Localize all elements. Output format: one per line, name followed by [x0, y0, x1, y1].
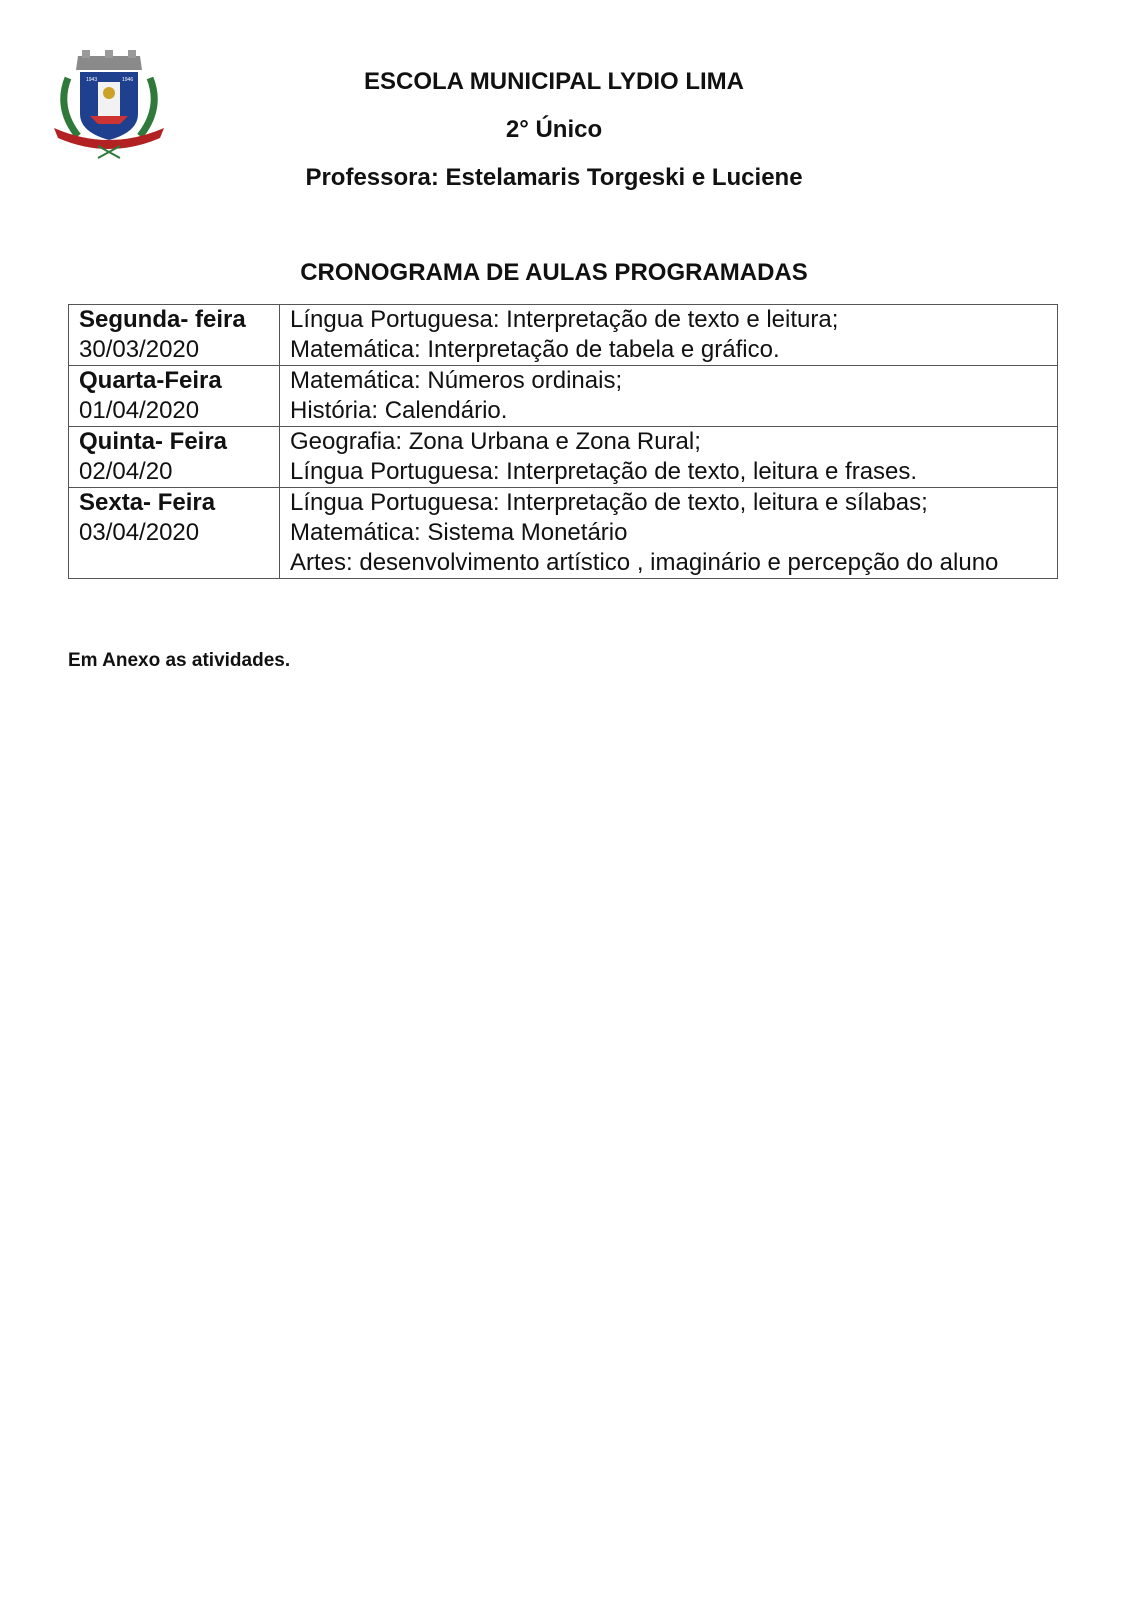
- table-row: [69, 305, 1058, 366]
- day-cell: [69, 488, 280, 579]
- table-row: [69, 488, 1058, 579]
- day-date: 03/04/2020: [79, 519, 200, 546]
- svg-text:1943: 1943: [86, 77, 98, 83]
- attachment-note: Em Anexo as atividades.: [68, 650, 291, 671]
- day-name: Quinta- Feira: [79, 428, 228, 455]
- subject-line: Matemática: Números ordinais;: [290, 367, 623, 394]
- subject-line: História: Calendário.: [290, 397, 508, 424]
- day-date: 02/04/20: [79, 458, 173, 485]
- day-name: Sexta- Feira: [79, 489, 216, 516]
- subject-line: Geografia: Zona Urbana e Zona Rural;: [290, 428, 701, 455]
- subject-line: Matemática: Interpretação de tabela e gráfico.: [290, 336, 780, 363]
- day-date: 01/04/2020: [79, 397, 200, 424]
- school-name: ESCOLA MUNICIPAL LYDIO LIMA: [363, 68, 745, 95]
- subjects-cell: [280, 305, 1058, 366]
- class-name: 2° Único: [505, 116, 603, 143]
- subjects-cell: [280, 366, 1058, 427]
- teacher-names: Professora: Estelamaris Torgeski e Luciene: [305, 164, 803, 191]
- day-name: Segunda- feira: [79, 306, 246, 333]
- table-row: [69, 366, 1058, 427]
- day-cell: [69, 427, 280, 488]
- day-date: 30/03/2020: [79, 336, 200, 363]
- schedule-table: [68, 304, 1058, 579]
- subjects-cell: [280, 427, 1058, 488]
- day-name: Quarta-Feira: [79, 367, 222, 394]
- table-row: [69, 427, 1058, 488]
- subjects-cell: [280, 488, 1058, 579]
- municipal-coat-of-arms-logo: [50, 48, 168, 160]
- subject-line: Artes: desenvolvimento artístico , imaginário e percepção do aluno: [290, 549, 999, 576]
- document-title: CRONOGRAMA DE AULAS PROGRAMADAS: [300, 259, 808, 286]
- subject-line: Língua Portuguesa: Interpretação de texto e leitura;: [290, 306, 839, 333]
- subject-line: Matemática: Sistema Monetário: [290, 519, 628, 546]
- subject-line: Língua Portuguesa: Interpretação de texto, leitura e sílabas;: [290, 489, 928, 516]
- svg-text:1946: 1946: [122, 77, 134, 83]
- day-cell: [69, 366, 280, 427]
- subject-line: Língua Portuguesa: Interpretação de texto, leitura e frases.: [290, 458, 918, 485]
- day-cell: [69, 305, 280, 366]
